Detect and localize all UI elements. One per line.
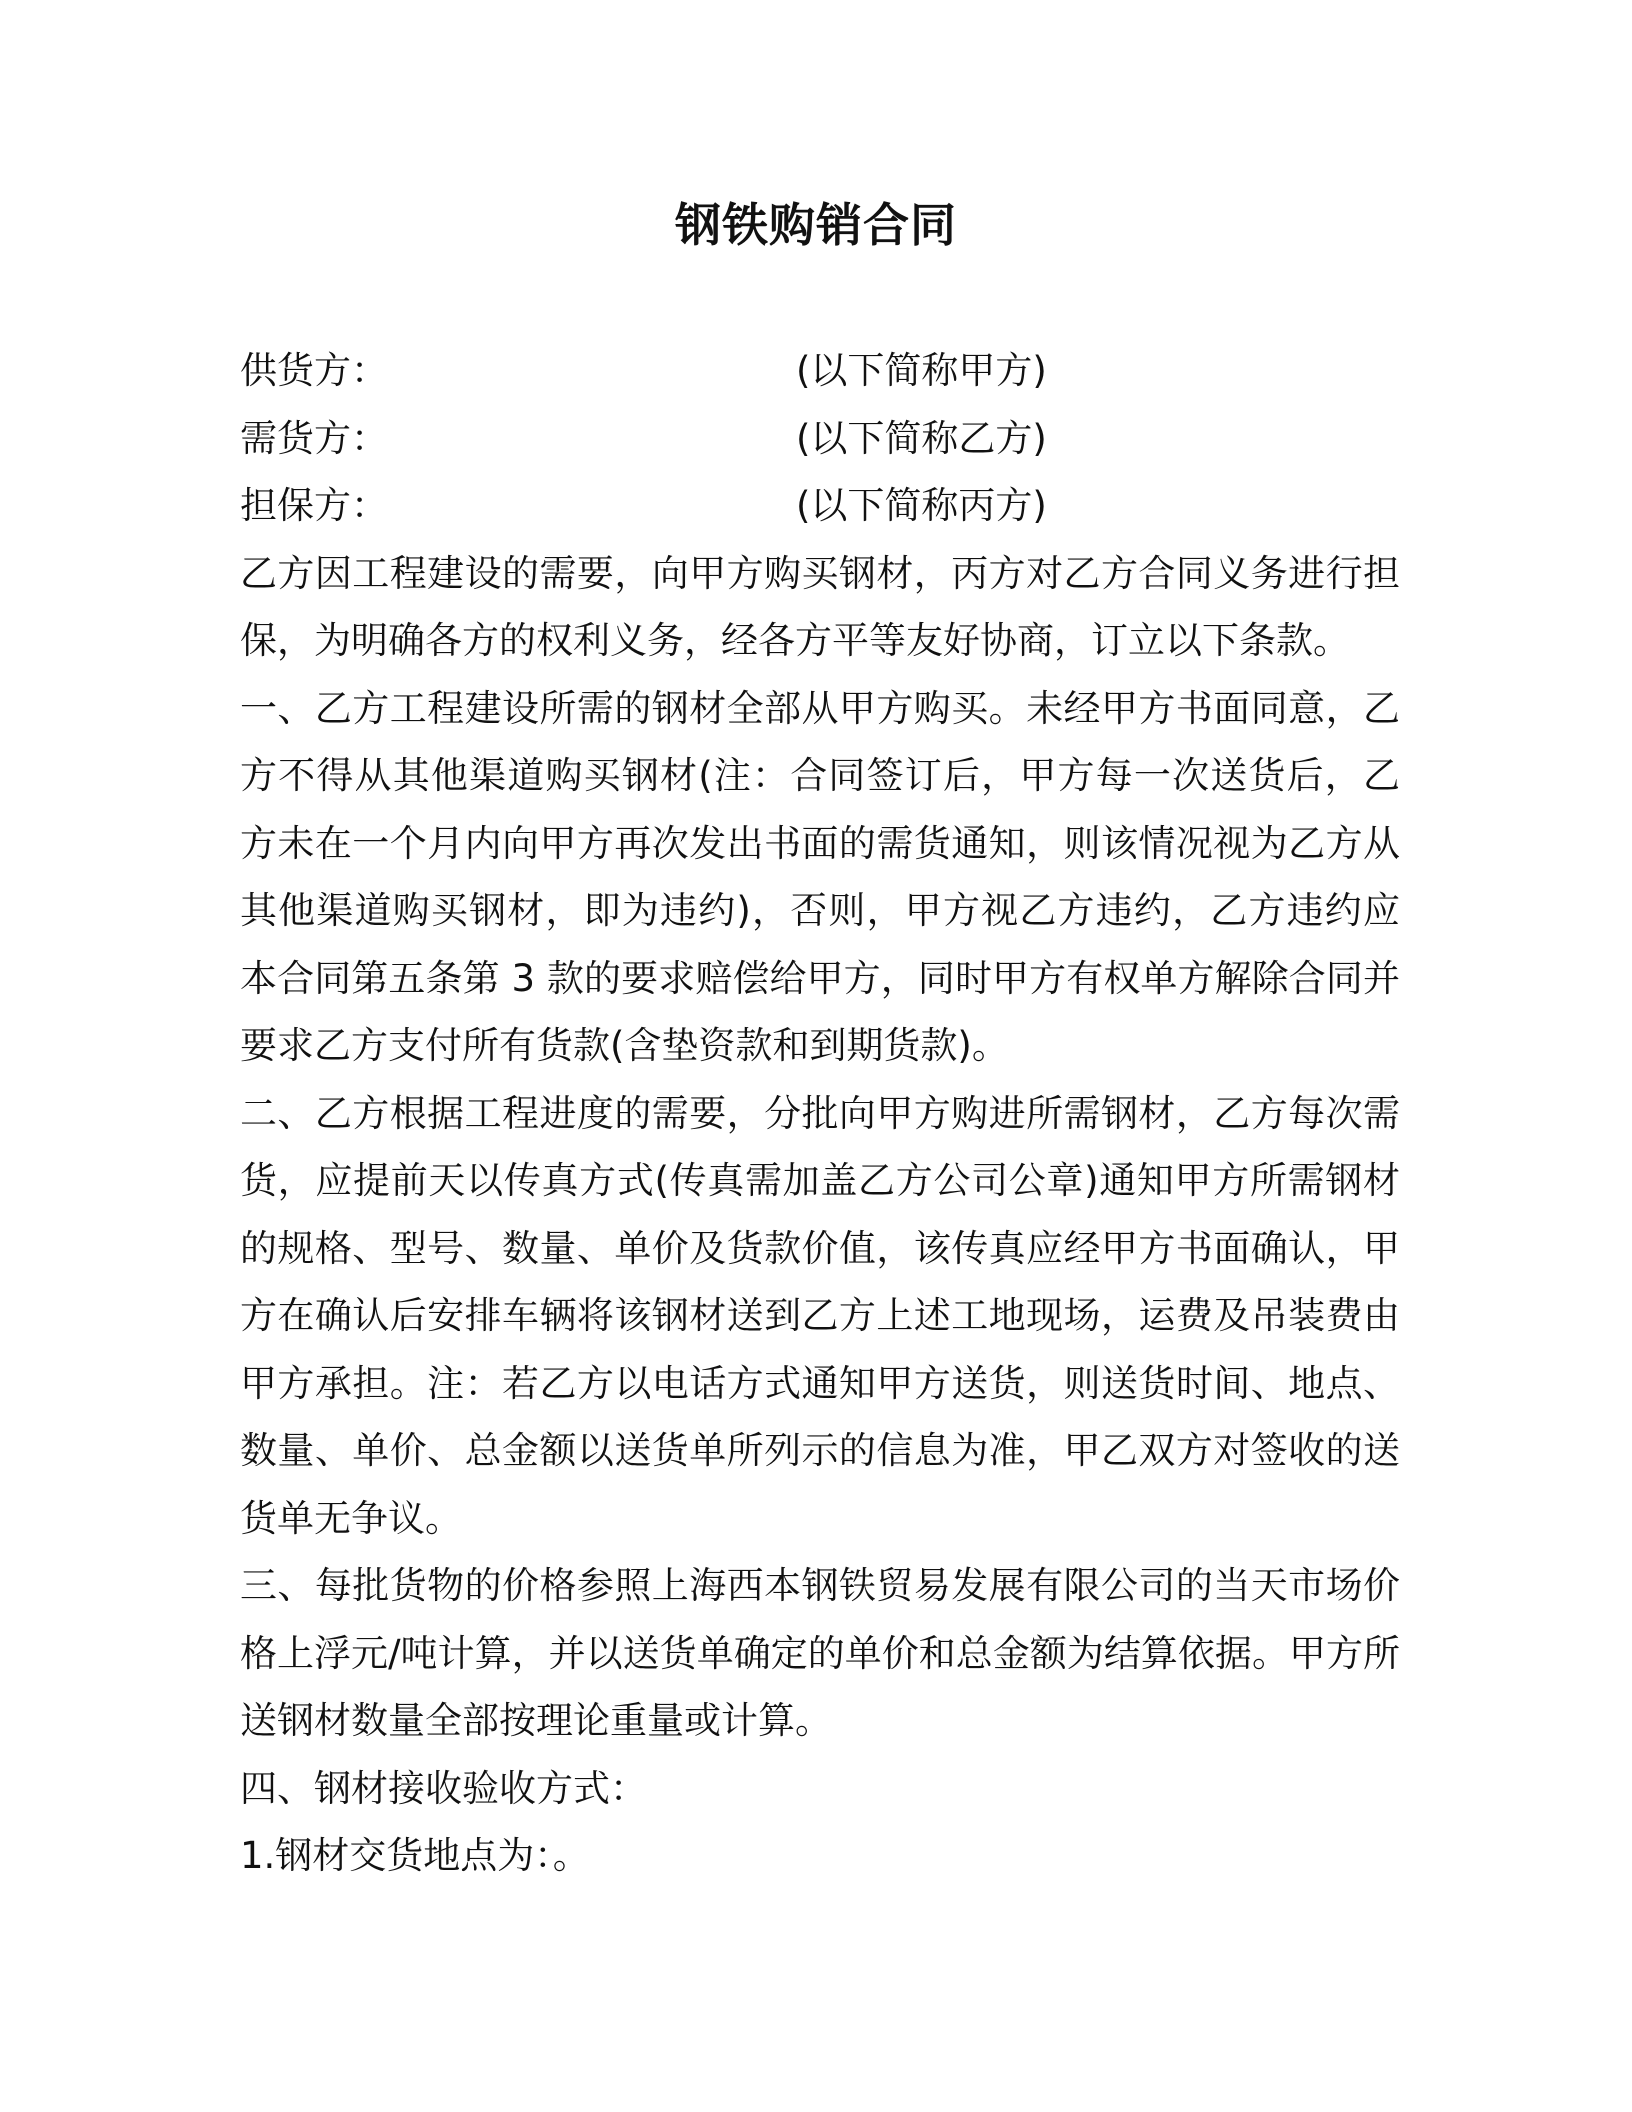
- party-label: 供货方：: [240, 349, 388, 392]
- clause-4-item-1: 1.钢材交货地点为：。: [240, 1834, 590, 1877]
- party-note: (以下简称甲方): [796, 349, 1047, 392]
- party-note: (以下简称乙方): [796, 416, 1047, 460]
- clause-4-heading: 四、钢材接收验收方式：: [240, 1766, 647, 1810]
- document-title: 钢铁购销合同: [675, 198, 957, 252]
- party-buyer: [240, 405, 1400, 473]
- party-label: 需货方：: [240, 416, 388, 460]
- clause-2-paragraph: 二、乙方根据工程进度的需要，分批向甲方购进所需钢材，乙方每次需货，应提前天以传真方式(传真需加盖乙方公司公章)通知甲方所需钢材的规格、型号、数量、单价及货款价值，该传真应经甲方书面确认，甲方在确认后安排车辆将该钢材送到乙方上述工地现场，运费及吊装费由甲方承担。注：若乙方以电话方式通知甲方送货，则送货时间、地点、数量、单价、总金额以送货单所列示的信息为准，甲乙双方对签收的送货单无争议。: [240, 1091, 1400, 1540]
- party-supplier: [240, 337, 1400, 405]
- party-guarantor: [240, 472, 1400, 540]
- document-body: [240, 337, 1400, 1890]
- preamble-paragraph: 乙方因工程建设的需要，向甲方购买钢材，丙方对乙方合同义务进行担保，为明确各方的权利义务，经各方平等友好协商，订立以下条款。: [240, 551, 1400, 662]
- party-note: (以下简称丙方): [796, 484, 1047, 527]
- clause-3-paragraph: 三、每批货物的价格参照上海西本钢铁贸易发展有限公司的当天市场价格上浮元/吨计算，并以送货单确定的单价和总金额为结算依据。甲方所送钢材数量全部按理论重量或计算。: [240, 1564, 1400, 1742]
- party-label: 担保方：: [240, 484, 388, 527]
- clause-1-paragraph: 一、乙方工程建设所需的钢材全部从甲方购买。未经甲方书面同意，乙方不得从其他渠道购买钢材(注：合同签订后，甲方每一次送货后，乙方未在一个月内向甲方再次发出书面的需货通知，则该情况视为乙方从其他渠道购买钢材，即为违约)，否则，甲方视乙方违约，乙方违约应本合同第五条第 3 款的要求赔偿给甲方，同时甲方有权单方解除合同并要求乙方支付所有货款(含垫资款和到期货款)。: [240, 686, 1400, 1067]
